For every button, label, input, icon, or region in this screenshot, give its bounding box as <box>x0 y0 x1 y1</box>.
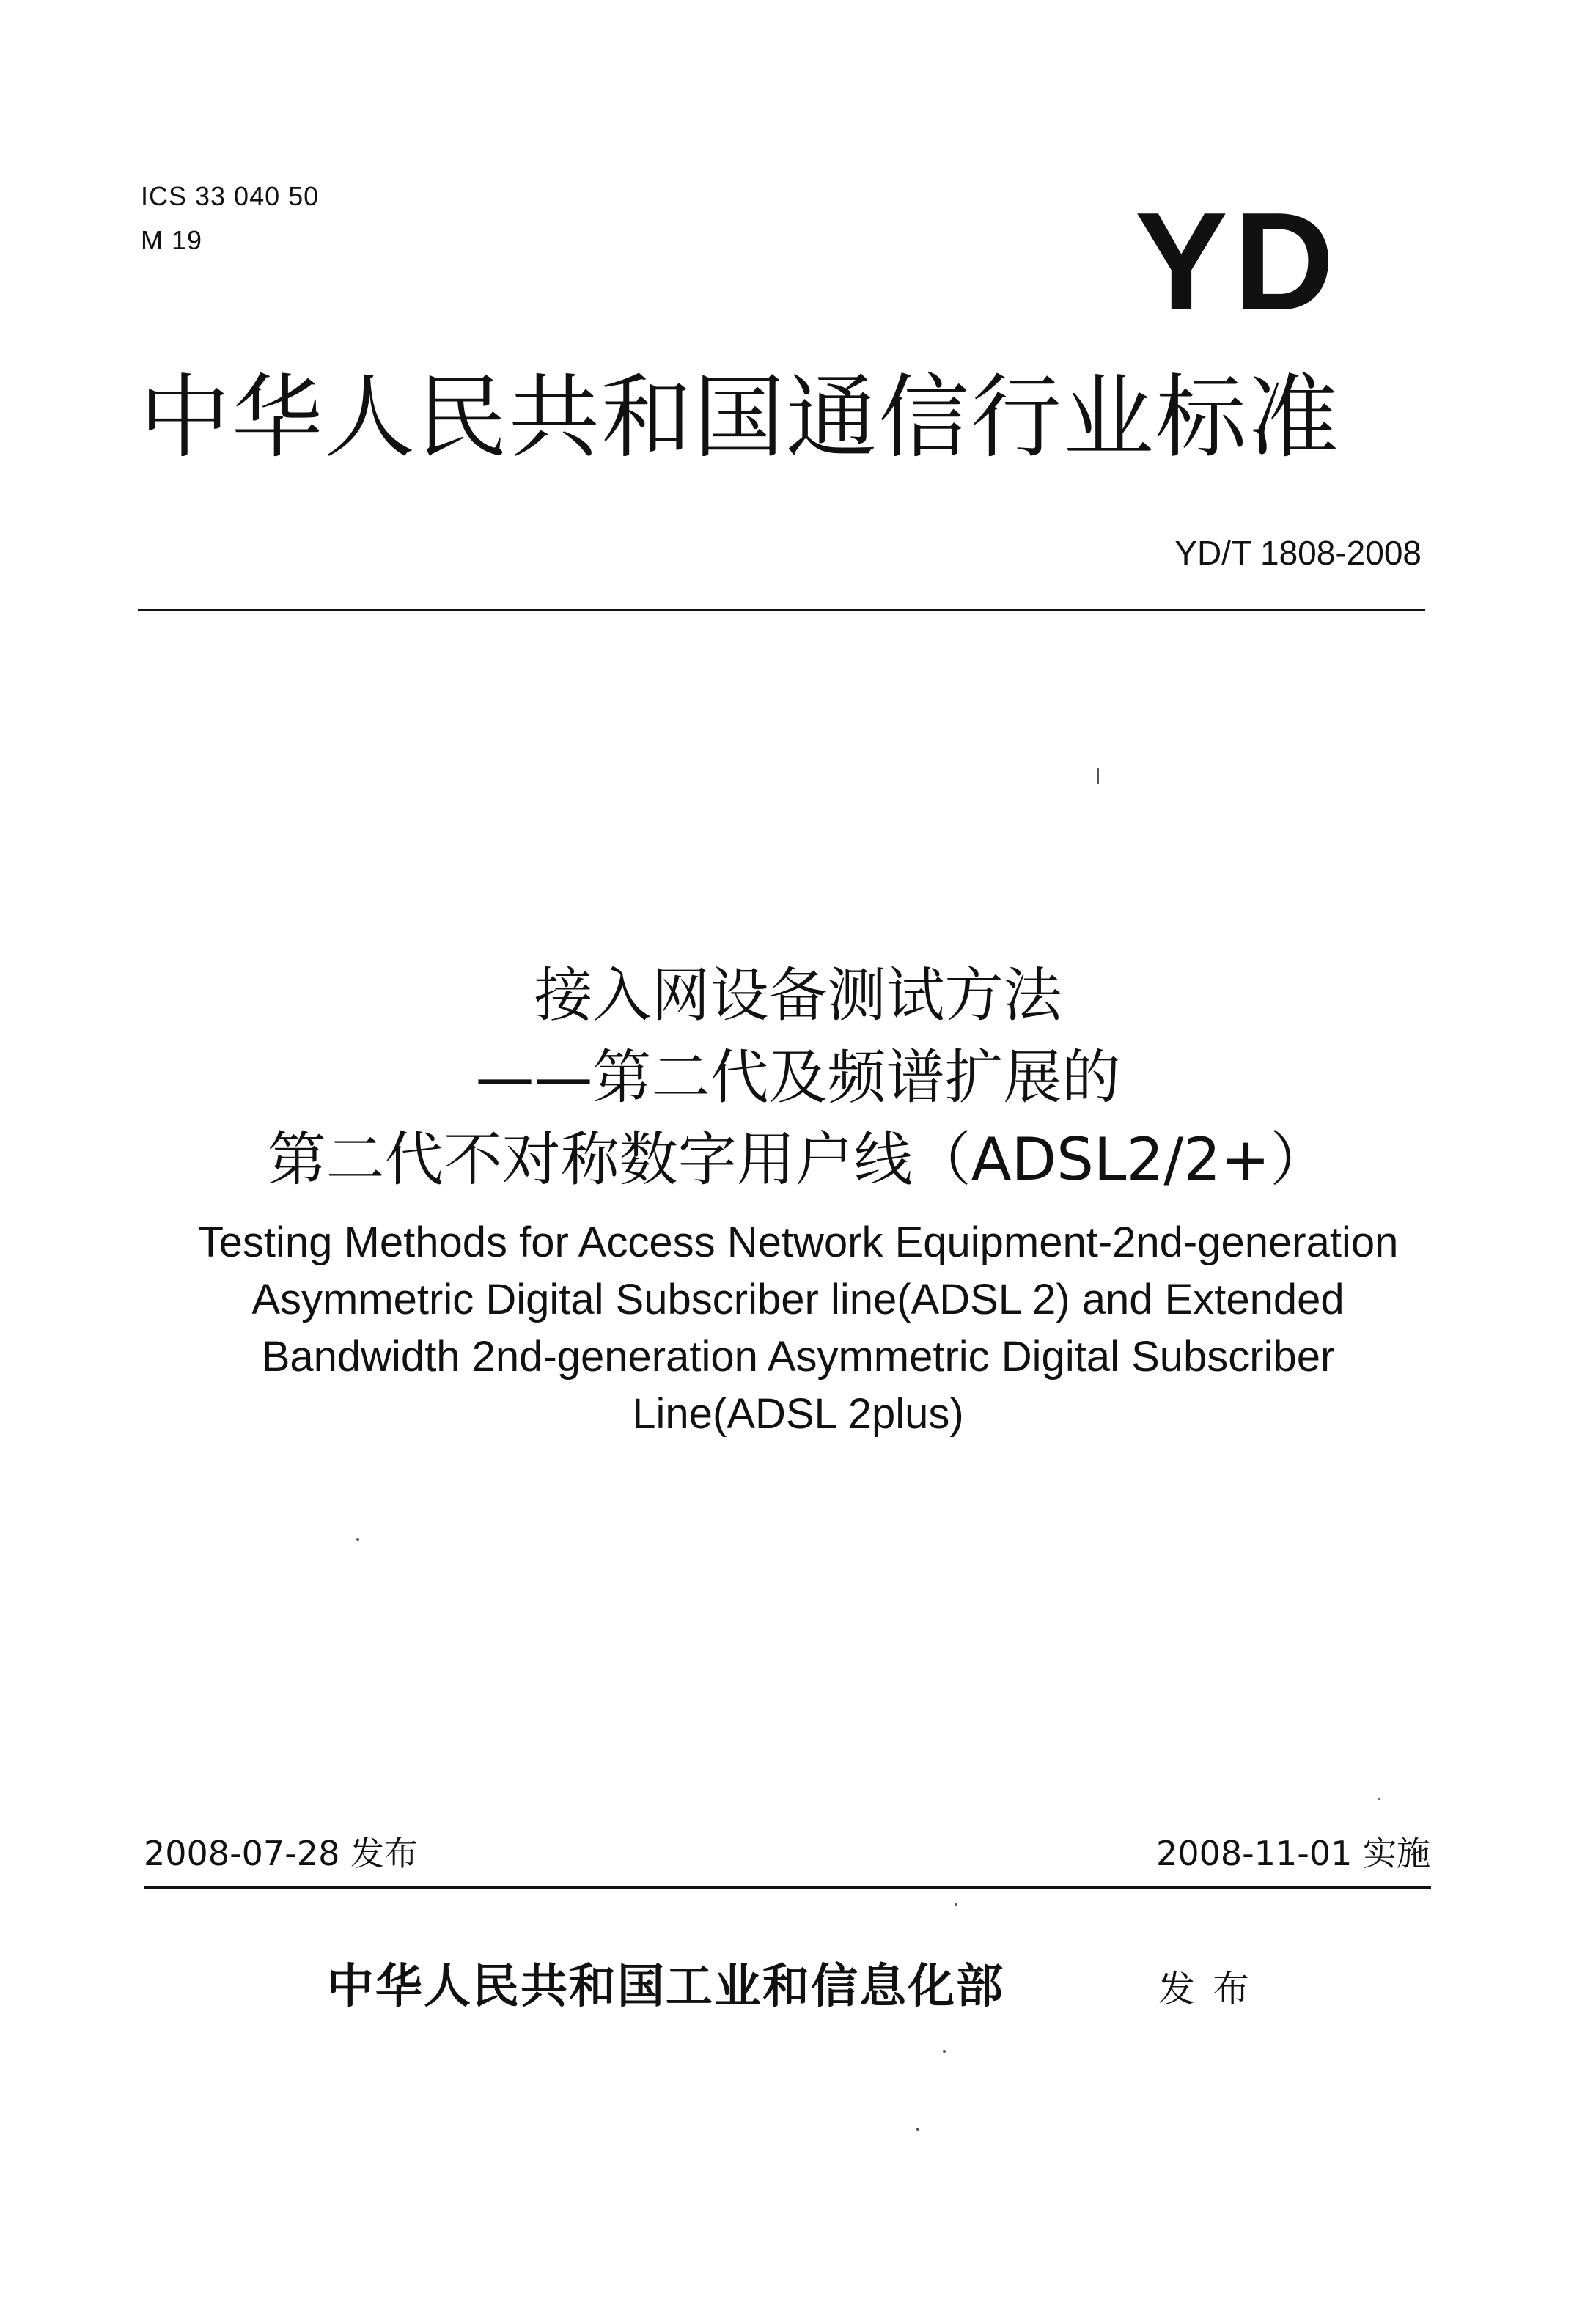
en-title-line-3: Bandwidth 2nd-generation Asymmetric Digital Subscriber <box>261 1333 1335 1381</box>
issue-date: 2008-07-28 发布 <box>144 1834 418 1873</box>
yd-logo: YD <box>1135 184 1340 339</box>
cn-title-line-2: ——第二代及频谱扩展的 <box>475 1043 1121 1111</box>
scan-speck <box>916 2128 919 2131</box>
en-title <box>0 1214 1596 1443</box>
cn-title-line-3: 第二代不对称数字用户线（ADSL2/2+） <box>267 1125 1329 1194</box>
publish-word: 发布 <box>1158 1968 1267 2010</box>
scan-speck <box>356 1538 359 1541</box>
footer-divider <box>144 1886 1431 1889</box>
publisher: 中华人民共和国工业和信息化部 <box>327 1959 1004 2014</box>
header-divider <box>138 609 1425 611</box>
scan-speck <box>955 1903 957 1906</box>
en-title-line-4: Line(ADSL 2plus) <box>632 1390 964 1438</box>
implementation-date: 2008-11-01 实施 <box>1156 1834 1430 1873</box>
scan-speck <box>1378 1798 1380 1800</box>
ics-code: ICS 33 040 50 <box>141 181 320 211</box>
ccs-code: M 19 <box>141 225 203 255</box>
en-title-line-2: Asymmetric Digital Subscriber line(ADSL 2) and Extended <box>251 1276 1345 1323</box>
standard-number: YD/T 1808-2008 <box>1174 534 1422 572</box>
cn-title-line-1: 接入网设备测试方法 <box>534 961 1062 1029</box>
scan-speck <box>1097 768 1099 784</box>
en-title-line-1: Testing Methods for Access Network Equipment-2nd-generation <box>197 1219 1399 1266</box>
scan-speck <box>943 2050 946 2053</box>
industry-standard-title: 中华人民共和国通信行业标准 <box>139 365 1341 471</box>
